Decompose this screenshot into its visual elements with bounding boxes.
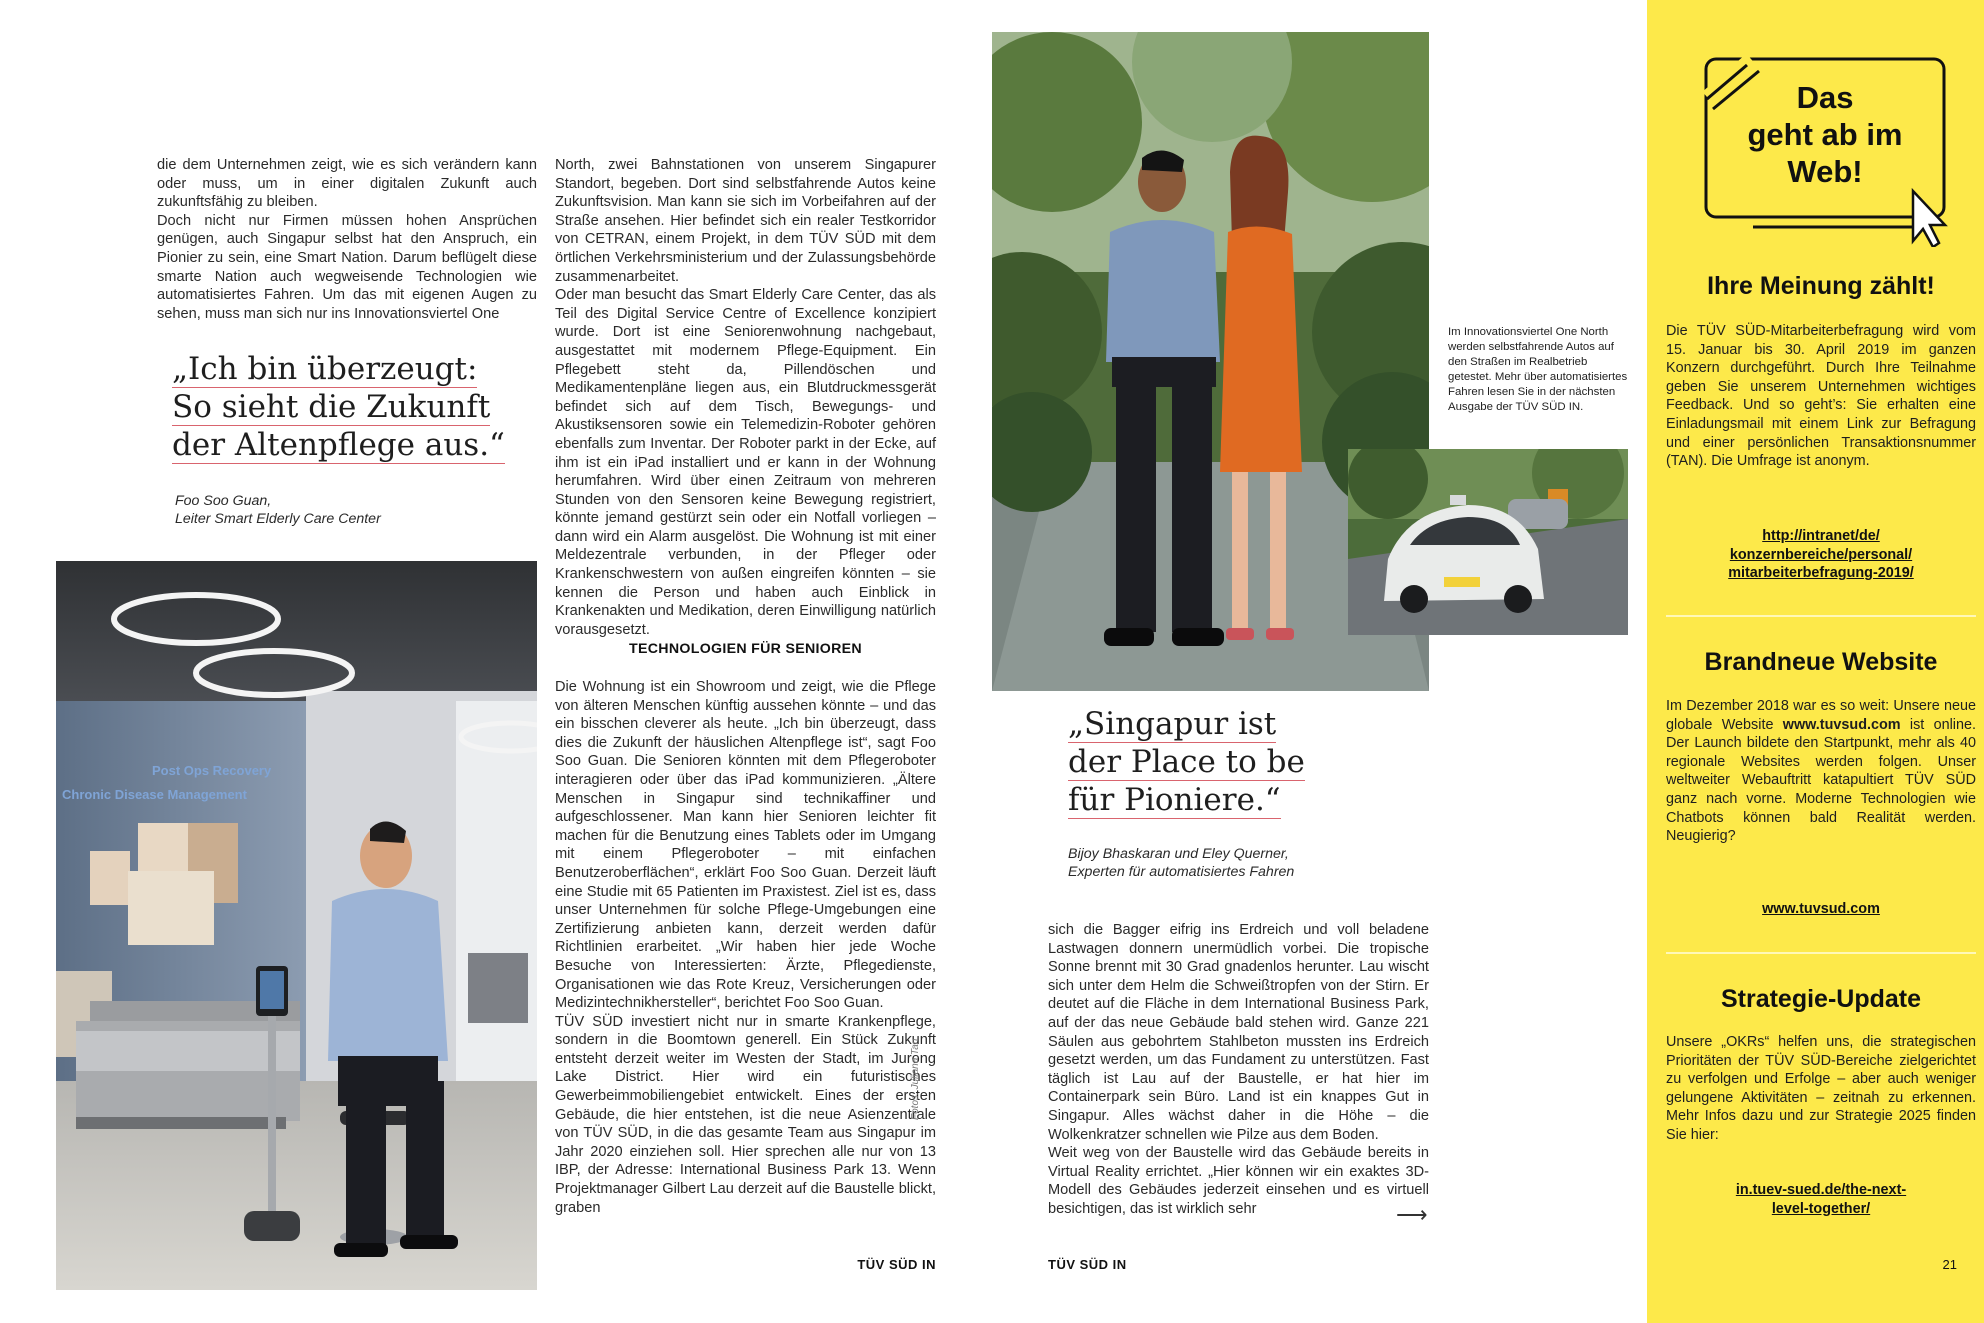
sidebar-divider bbox=[1666, 615, 1976, 617]
quote-line: „Singapur ist bbox=[1068, 706, 1277, 742]
quote-line: der Altenpflege aus.“ bbox=[172, 427, 505, 463]
logo-line: Web! bbox=[1787, 154, 1863, 189]
footer-right: TÜV SÜD IN bbox=[1048, 1257, 1127, 1272]
sidebar-heading: Strategie-Update bbox=[1720, 985, 1922, 1013]
sidebar-link-survey[interactable] bbox=[1661, 527, 1981, 583]
article-column-2a: North, zwei Bahnstationen von unserem Singapurer Standort, begeben. Dort sind selbstfahrende Autos keine Zukunftsvision. Man kann sie sich im Vorbeifahren auf der Straße ansehen. Hier befindet sich ein realer Testkorridor von CETRAN, einem Projekt, in dem TÜV SÜD mit dem örtlichen Verkehrsministerium und der Zulassungsbehörde zusammenarbeitet. Oder man besucht das Smart Elderly Care Center, das als Teil des Digital Service Centre of Excellence konzipiert wurde. Dort ist eine Seniorenwohnung nachgebaut, ausgestattet mit modernem Pflege-Equipment. Ein Pflegebett steht da, Pillendöschen und Medikamentenpläne liegen aus, ein Blutdruckmessgerät befindet sich auf dem Tisch, Bewegungs- und Akustiksensoren sowie ein Telemedizin-Roboter gehören ebenfalls zum Inventar. Der Roboter parkt in der Ecke, auf ihm ist ein iPad installiert und er kann in der Wohnung herumfahren. Wird über einen Zeitraum von mehreren Stunden von den Sensoren keine Bewegung registriert, könnte jemand gestürzt sein oder ein Notfall vorliegen – dann wird ein Alarm ausgelöst. Die Wohnung ist mit einer Meldezentrale verbunden, in der Pfleger oder Krankenschwestern von außen eingreifen könnten – sie kennen die Person und haben auch Einblick in Krankenakten und Medikation, deren Einwilligung natürlich vorausgesetzt. bbox=[555, 157, 936, 638]
logo-line: geht ab im bbox=[1747, 117, 1903, 152]
logo-text bbox=[1706, 79, 1944, 190]
web-logo bbox=[1677, 57, 1967, 247]
sidebar-text-part: Im Dezember 2018 war es so weit: Unsere neue globale Website bbox=[1666, 698, 1976, 733]
section-heading: TECHNOLOGIEN FÜR SENIOREN bbox=[629, 641, 862, 657]
car-illustration bbox=[1348, 449, 1628, 635]
footer-left: TÜV SÜD IN bbox=[857, 1257, 936, 1272]
sidebar-text: Unsere „OKRs“ helfen uns, die strategischen Prioritäten der TÜV SÜD-Bereiche zielgerichtet zu verfolgen und Erfolge – aber auch weniger gelungene Aktivitäten – zeitnah zu erkennen. Mehr Infos dazu und zur Strategie 2025 finden Sie hier: bbox=[1666, 1034, 1976, 1143]
photo-credit: Fotos: Juliana Tan bbox=[910, 1038, 921, 1120]
attribution-role: Experten für automatisiertes Fahren bbox=[1068, 864, 1295, 880]
logo-line: Das bbox=[1796, 80, 1854, 115]
attribution-name: Foo Soo Guan, bbox=[175, 493, 272, 509]
article-column-3: sich die Bagger eifrig ins Erdreich und voll beladene Lastwagen donnern unermüdlich vorbei. Die tropische Sonne brennt mit 30 Grad gnadenlos herunter. Lau wischt sich unter dem Helm die Schweißtropfen von der Stirn. Er deutet auf die Fläche in dem International Business Park, auf der das neue Gebäude bald stehen wird. Ganze 221 Säulen aus gebohrtem Stahlbeton mussten ins Erdreich gesetzt werden, um das Fundament zu unterstützen. Fast täglich ist Lau auf der Baustelle, er hat hier im Containerpark sein Büro. Land ist ein knappes Gut in Singapur. Alles wächst daher in die Höhe – die Wolkenkratzer schnellen wie Pilze aus dem Boden. Weit weg von der Baustelle wird das Gebäude bereits in Virtual Reality errichtet. „Hier können wir ein exaktes 3D-Modell des Gebäudes jederzeit einsehen und es virtuell besichtigen, das ist wirklich sehr bbox=[1048, 922, 1429, 1217]
continue-arrow-icon: ⟶ bbox=[1396, 1202, 1428, 1227]
article-column-1-top: die dem Unternehmen zeigt, wie es sich verändern kann oder muss, um in einer digitalen Zukunft auch zukunftsfähig zu bleiben. Doch nicht nur Firmen müssen hohen Ansprüchen genügen, auch Singapur selbst hat den Anspruch, ein Pionier zu sein, eine Smart Nation. Darum beflügelt diese smarte Nation auch wegweisende Technologien wie automatisiertes Fahren. Um das mit eigenen Augen zu sehen, muss man sich nur ins Innovationsviertel One bbox=[157, 157, 537, 322]
sidebar-text-bold: www.tuvsud.com bbox=[1782, 716, 1901, 733]
sidebar-text bbox=[1666, 697, 1976, 846]
pull-quote-right bbox=[1068, 705, 1408, 819]
link-line[interactable]: mitarbeiterbefragung-2019/ bbox=[1728, 565, 1914, 582]
link-line[interactable]: in.tuev-sued.de/the-next- bbox=[1735, 1182, 1907, 1198]
wall-sign-line: Post Ops Recovery bbox=[152, 763, 272, 778]
photo-self-driving-car bbox=[1348, 449, 1628, 635]
sidebar-heading: Brandneue Website bbox=[1704, 648, 1938, 676]
pull-quote-left bbox=[172, 350, 552, 464]
elderly-care-illustration bbox=[56, 561, 537, 1290]
photo-caption: Im Innovationsviertel One North werden selbstfahrende Autos auf den Straßen im Realbetrieb getestet. Mehr über automatisiertes Fahren lesen Sie in der nächsten Ausgabe der TÜV SÜD IN. bbox=[1448, 326, 1628, 413]
sidebar-divider bbox=[1666, 952, 1976, 954]
sidebar-text-part: ist online. Der Launch bildete den Startpunkt, mehr als 40 regionale Websites werden folgen. Unser weltweiter Webauftritt katapultiert TÜV SÜD ganz nach vorne. Moderne Technologien wie Chatbots können bald Realität werden. Neugierig? bbox=[1666, 716, 1976, 845]
attribution-name: Bijoy Bhaskaran und Eley Querner, bbox=[1068, 846, 1289, 862]
attribution-role: Leiter Smart Elderly Care Center bbox=[175, 511, 381, 527]
photo-elderly-care-center bbox=[56, 561, 537, 1290]
quote-attribution-left bbox=[175, 492, 535, 528]
link-line[interactable]: level-together/ bbox=[1771, 1200, 1871, 1217]
quote-line: „Ich bin überzeugt: bbox=[172, 351, 478, 387]
sidebar-heading: Ihre Meinung zählt! bbox=[1707, 272, 1935, 300]
quote-line: So sieht die Zukunft bbox=[172, 389, 491, 425]
link-line[interactable]: http://intranet/de/ bbox=[1762, 528, 1880, 544]
sidebar-link-website[interactable]: www.tuvsud.com bbox=[1762, 901, 1880, 917]
article-column-2b: Die Wohnung ist ein Showroom und zeigt, wie die Pflege von älteren Menschen künftig aussehen könnte – und das ein bisschen cleverer als heute. „Ich bin überzeugt, dass dies die Zukunft der häuslichen Altenpflege ist“, sagt Foo Soo Guan. Die Senioren könnten mit dem Pflegeroboter interagieren oder über das iPad kommunizieren. „Ältere Menschen in Singapur sind technikaffiner und aufgeschlossener. Man kann hier Senioren leichter fit machen für die Benutzung eines Tablets oder im Umgang mit einem Pflegeroboter – mit einfachen Benutzeroberflächen“, erklärt Foo Soo Guan. Derzeit läuft eine Studie mit 65 Patienten im Praxistest. Ziel ist es, dass unser Unternehmen für solche Pflege-Umgebungen eine Zertifizierung anbieten kann, derzeit werden dafür Richtlinien erarbeitet. „Wir haben hier jede Woche Besuche von Interessierten: Ärzte, Pflegedienste, Organisationen wie das Rote Kreuz, Versicherungen oder Medizintechnikhersteller“, berichtet Foo Soo Guan. TÜV SÜD investiert nicht nur in smarte Krankenpflege, sondern in die Boomtown generell. Ein Stück Zukunft entsteht derzeit weiter im Westen der Stadt, im Jurong Lake District. Hier wird ein futuristisches Gewerbeimmobiliengebiet entwickelt. Eines der ersten Gebäude, die hier entstehen, ist die neue Asienzentrale von TÜV SÜD, in die das gesamte Team aus Singapur im Jahr 2020 einziehen soll. Hier sprechen alle nur von 13 IBP, der Adresse: International Business Park 13. Wenn Projektmanager Gilbert Lau derzeit auf die Baustelle blickt, graben bbox=[555, 679, 936, 1216]
sidebar-text: Die TÜV SÜD-Mitarbeiterbefragung wird vom 15. Januar bis 30. April 2019 im ganzen Konzern durchgeführt. Durch Ihre Teilnahme geben Sie unserem Unternehmen wichtiges Feedback. Und so geht’s: Sie erhalten eine Einladungsmail mit einem Link zur Befragung und einer persönlichen Transaktionsnummer (TAN). Die Umfrage ist anonym. bbox=[1666, 323, 1976, 470]
page-number: 21 bbox=[1942, 1257, 1957, 1272]
quote-line: für Pioniere.“ bbox=[1068, 782, 1281, 818]
link-line[interactable]: konzernbereiche/personal/ bbox=[1729, 546, 1913, 563]
quote-line: der Place to be bbox=[1068, 744, 1305, 780]
quote-attribution-right bbox=[1068, 845, 1428, 881]
sidebar-link-strategy[interactable] bbox=[1661, 1181, 1981, 1218]
wall-sign-line: Chronic Disease Management bbox=[62, 787, 247, 802]
web-sidebar bbox=[1647, 0, 1984, 1323]
